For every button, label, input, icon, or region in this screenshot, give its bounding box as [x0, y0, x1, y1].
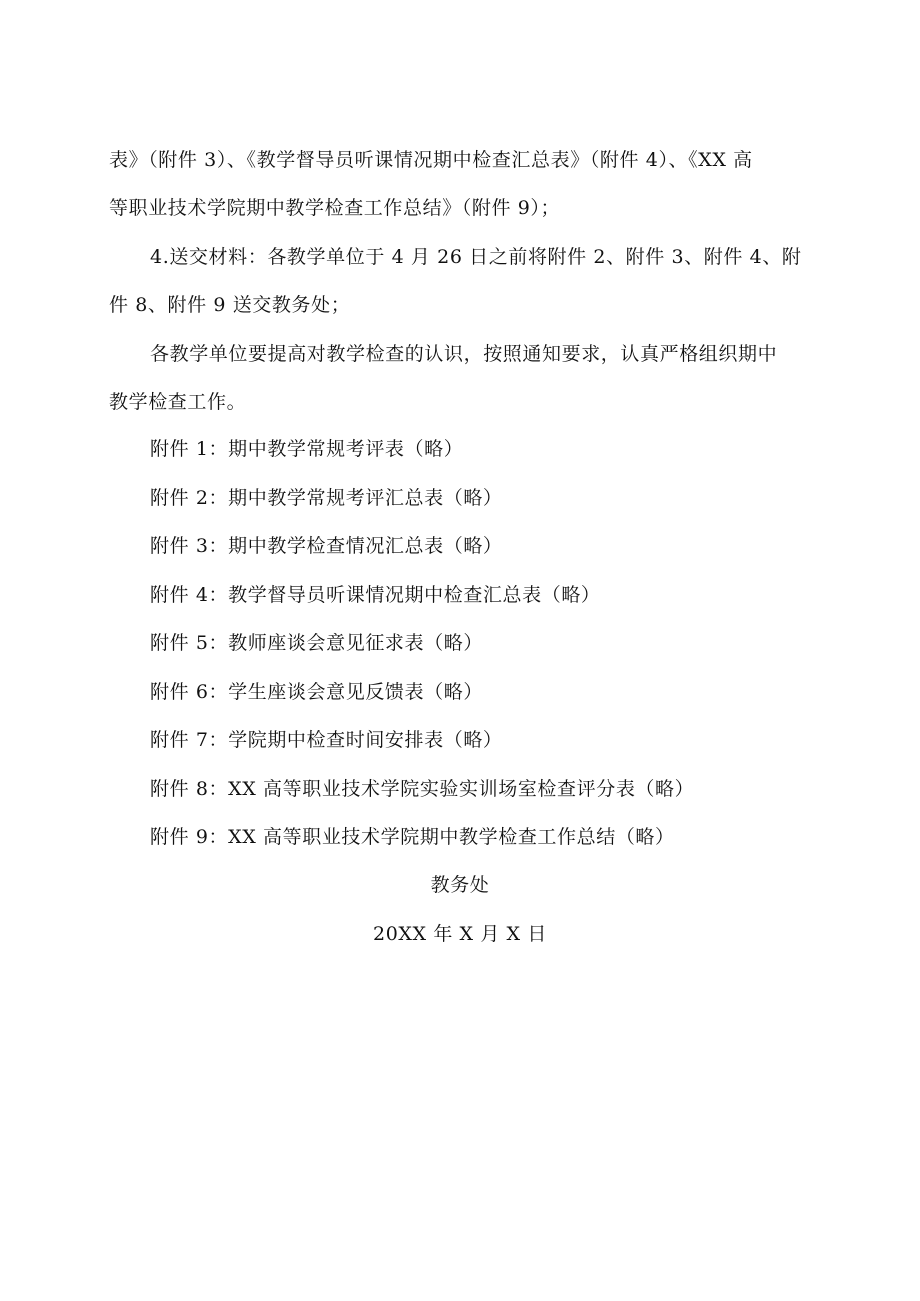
signature-office: 教务处 [430, 874, 490, 896]
paragraph-2-line-2: 件 8、附件 9 送交教务处； [109, 294, 351, 316]
paragraph-1-line-2: 等职业技术学院期中教学检查工作总结》（附件 9）； [109, 197, 561, 219]
attachment-item-8: 附件 8：XX 高等职业技术学院实验实训场室检查评分表（略） [150, 778, 695, 800]
signature-date: 20XX 年 X 月 X 日 [373, 923, 547, 945]
attachment-item-7: 附件 7：学院期中检查时间安排表（略） [150, 729, 503, 751]
attachment-item-5: 附件 5：教师座谈会意见征求表（略） [150, 632, 483, 654]
paragraph-2-line-1: 4.送交材料：各教学单位于 4 月 26 日之前将附件 2、附件 3、附件 4、附 [150, 246, 802, 268]
attachment-item-4: 附件 4：教学督导员听课情况期中检查汇总表（略） [150, 584, 601, 606]
attachment-item-3: 附件 3：期中教学检查情况汇总表（略） [150, 535, 503, 557]
paragraph-3-line-1: 各教学单位要提高对教学检查的认识，按照通知要求，认真严格组织期中 [150, 343, 778, 365]
attachment-item-9: 附件 9：XX 高等职业技术学院期中教学检查工作总结（略） [150, 826, 675, 848]
attachment-item-1: 附件 1：期中教学常规考评表（略） [150, 438, 464, 460]
paragraph-3-line-2: 教学检查工作。 [109, 391, 247, 413]
paragraph-1-line-1: 表》（附件 3）、《教学督导员听课情况期中检查汇总表》（附件 4）、《XX 高 [109, 149, 753, 171]
attachment-item-2: 附件 2：期中教学常规考评汇总表（略） [150, 487, 503, 509]
attachment-item-6: 附件 6：学生座谈会意见反馈表（略） [150, 681, 483, 703]
